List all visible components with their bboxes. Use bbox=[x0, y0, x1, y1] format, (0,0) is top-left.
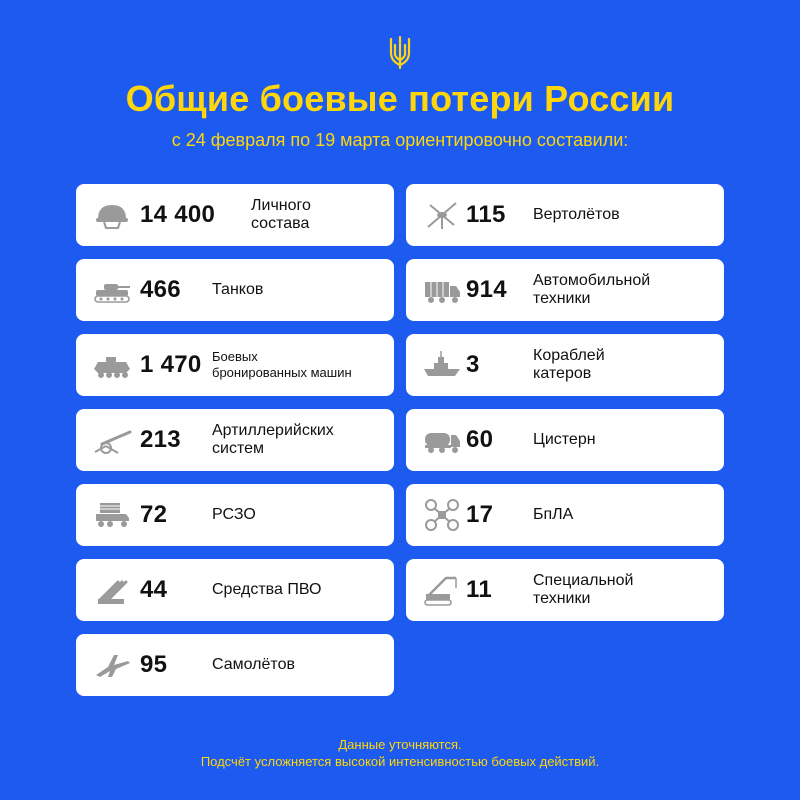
stat-card-ships bbox=[406, 334, 724, 396]
tank-icon bbox=[92, 272, 132, 308]
stat-value: 914 bbox=[466, 276, 507, 303]
truck-icon bbox=[422, 272, 462, 308]
tanker-truck-icon bbox=[422, 422, 462, 458]
helicopter-icon bbox=[422, 197, 462, 233]
footer-note-line1: Данные уточняются. bbox=[338, 737, 462, 752]
stat-value: 115 bbox=[466, 201, 506, 228]
stat-value: 72 bbox=[140, 501, 168, 528]
stat-value: 60 bbox=[466, 426, 494, 453]
stat-value: 14 400 bbox=[140, 201, 216, 228]
stat-card-drones bbox=[406, 484, 724, 546]
apc-icon bbox=[92, 347, 132, 383]
stat-value: 213 bbox=[140, 426, 181, 453]
stat-card-mlrs bbox=[76, 484, 394, 546]
stat-card-special-equipment bbox=[406, 559, 724, 621]
stat-card-helicopters bbox=[406, 184, 724, 246]
stat-label: РСЗО bbox=[212, 506, 256, 523]
stat-label: Личного состава bbox=[251, 197, 311, 232]
footer-note-line2: Подсчёт усложняется высокой интенсивностью боевых действий. bbox=[200, 754, 600, 769]
jet-icon bbox=[92, 647, 132, 683]
stat-value: 11 bbox=[466, 576, 492, 603]
stat-label: Автомобильной техники bbox=[533, 272, 651, 307]
air-defense-icon bbox=[92, 572, 132, 608]
helmet-icon bbox=[92, 197, 132, 233]
stat-label: Кораблей катеров bbox=[533, 347, 605, 382]
stat-card-vehicles bbox=[406, 259, 724, 321]
stat-card-apc bbox=[76, 334, 394, 396]
trident-emblem-icon bbox=[388, 35, 412, 69]
stat-value: 95 bbox=[140, 651, 168, 678]
stat-value: 1 470 bbox=[140, 351, 202, 378]
stat-label: Боевых бронированных машин bbox=[212, 349, 352, 380]
stat-label: Специальной техники bbox=[533, 572, 634, 607]
stat-card-air-defense bbox=[76, 559, 394, 621]
stat-card-personnel bbox=[76, 184, 394, 246]
crane-icon bbox=[422, 572, 462, 608]
drone-icon bbox=[422, 497, 462, 533]
stat-label: Вертолётов bbox=[533, 206, 620, 223]
stat-label: Танков bbox=[212, 281, 264, 298]
mlrs-icon bbox=[92, 497, 132, 533]
stat-label: Артиллерийских систем bbox=[212, 422, 334, 457]
page-title: Общие боевые потери России bbox=[125, 78, 675, 119]
stat-value: 17 bbox=[466, 501, 494, 528]
stat-value: 466 bbox=[140, 276, 181, 303]
artillery-icon bbox=[92, 422, 132, 458]
stat-label: Самолётов bbox=[212, 656, 295, 673]
ship-icon bbox=[422, 347, 462, 383]
stat-value: 3 bbox=[466, 351, 480, 378]
stat-label: Средства ПВО bbox=[212, 581, 322, 598]
stat-label: БпЛА bbox=[533, 506, 574, 523]
stat-card-tankers bbox=[406, 409, 724, 471]
stat-label: Цистерн bbox=[533, 431, 596, 448]
stat-card-tanks bbox=[76, 259, 394, 321]
page-subtitle: с 24 февраля по 19 марта ориентировочно составили: bbox=[171, 130, 629, 150]
stat-value: 44 bbox=[140, 576, 168, 603]
stat-card-artillery bbox=[76, 409, 394, 471]
stat-card-aircraft bbox=[76, 634, 394, 696]
